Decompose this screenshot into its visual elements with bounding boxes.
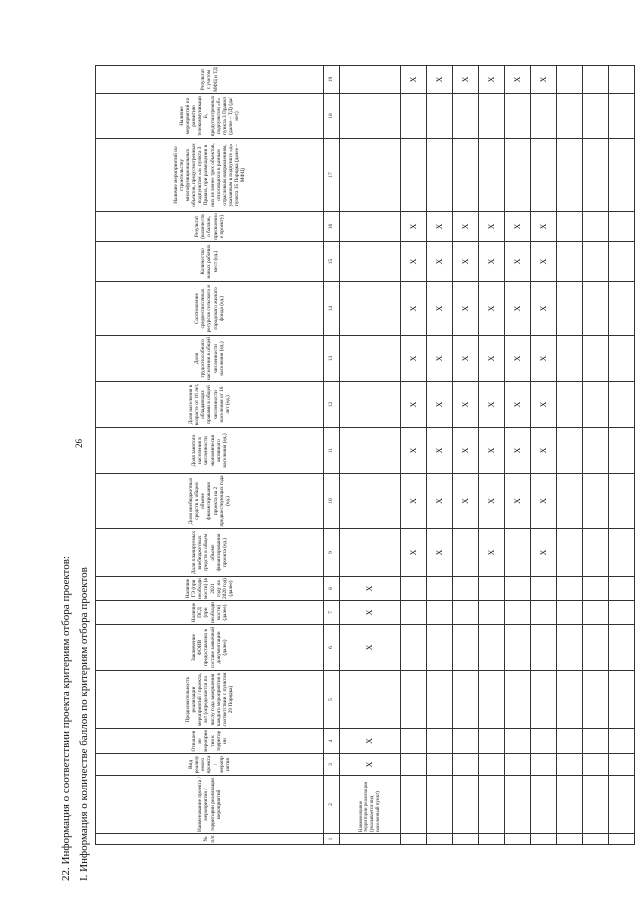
table-cell: Х xyxy=(453,282,479,336)
table-cell xyxy=(340,671,401,729)
table-cell: Х xyxy=(340,754,401,776)
column-header: № п/п xyxy=(96,834,324,845)
table-cell xyxy=(557,625,583,671)
table-cell xyxy=(557,282,583,336)
table-cell xyxy=(531,139,557,212)
table-cell xyxy=(401,834,427,845)
column-header: Отношение мероприятия к территории xyxy=(96,729,324,754)
table-cell: Х xyxy=(401,474,427,529)
table-cell: Х xyxy=(401,242,427,282)
table-cell xyxy=(609,754,635,776)
table-cell: Х xyxy=(479,212,505,242)
table-cell xyxy=(340,242,401,282)
table-cell xyxy=(609,212,635,242)
column-header: Заключение ФОИВ предоставлено в составе заявочной документации (далее) xyxy=(96,625,324,671)
table-cell xyxy=(505,601,531,625)
table-cell: Х xyxy=(453,336,479,382)
table-cell xyxy=(505,139,531,212)
table-cell xyxy=(479,834,505,845)
column-header: Вид реализуемого проекта / мероприятия xyxy=(96,754,324,776)
table-cell xyxy=(427,94,453,139)
column-header: Доля внебюджетных средств в общем объеме финансирования проекта на 2 предшествующих года (ед.) xyxy=(96,474,324,529)
column-number: 17 xyxy=(324,139,340,212)
table-cell xyxy=(453,577,479,601)
table-cell xyxy=(453,754,479,776)
table-cell xyxy=(609,94,635,139)
table-cell xyxy=(505,776,531,834)
table-cell: Х xyxy=(340,601,401,625)
table-cell xyxy=(401,776,427,834)
table-cell xyxy=(479,577,505,601)
table-row xyxy=(340,66,401,845)
table-cell xyxy=(340,282,401,336)
table-cell xyxy=(340,382,401,428)
table-cell xyxy=(583,139,609,212)
table-cell xyxy=(583,729,609,754)
table-cell: Х xyxy=(531,529,557,577)
table-cell xyxy=(479,94,505,139)
table-cell xyxy=(505,529,531,577)
column-header: Наличие мероприятий по развитию телекоммуникаций, предусмотренных подпунктом «б» пункта 3 Правил (далее – ТД) (да/нет) xyxy=(96,94,324,139)
table-cell xyxy=(453,625,479,671)
table-cell xyxy=(609,474,635,529)
table-cell xyxy=(401,729,427,754)
table-cell: Х xyxy=(427,336,453,382)
table-cell xyxy=(531,601,557,625)
table-cell xyxy=(340,94,401,139)
table-cell xyxy=(401,671,427,729)
column-number: 10 xyxy=(324,474,340,529)
table-cell: Х xyxy=(453,474,479,529)
column-header: Доля занятого населения в численности экономически активного населения (ед.) xyxy=(96,428,324,474)
table-cell xyxy=(401,625,427,671)
table-cell xyxy=(427,729,453,754)
table-cell xyxy=(401,754,427,776)
table-row xyxy=(479,66,505,845)
column-number: 2 xyxy=(324,776,340,834)
table-cell xyxy=(479,139,505,212)
table-cell xyxy=(340,139,401,212)
column-header: Результат с учетом МФЦ и ТД xyxy=(96,66,324,94)
table-cell xyxy=(340,474,401,529)
table-cell xyxy=(583,66,609,94)
table-cell xyxy=(557,94,583,139)
column-number: 8 xyxy=(324,577,340,601)
table-cell xyxy=(609,428,635,474)
table-cell: Х xyxy=(505,282,531,336)
table-cell: Х xyxy=(531,382,557,428)
subsection-title: I. Информация о количестве баллов по критериям отбора проектов xyxy=(78,567,90,881)
column-header: Результат (количество баллов, присвоенное проекту) xyxy=(96,212,324,242)
column-number: 5 xyxy=(324,671,340,729)
table-cell xyxy=(531,625,557,671)
column-number: 19 xyxy=(324,66,340,94)
table-cell xyxy=(557,671,583,729)
table-cell xyxy=(609,671,635,729)
table-cell xyxy=(609,776,635,834)
table-cell xyxy=(609,66,635,94)
table-cell xyxy=(427,577,453,601)
column-header: Доля населения в возрасте от 16 лет, обладающих правами в общей численности населения от 16 лет (ед.) xyxy=(96,382,324,428)
table-cell xyxy=(557,834,583,845)
table-cell xyxy=(401,139,427,212)
table-cell xyxy=(583,671,609,729)
table-cell xyxy=(479,671,505,729)
column-number: 14 xyxy=(324,282,340,336)
column-number: 6 xyxy=(324,625,340,671)
column-number: 11 xyxy=(324,428,340,474)
table-cell: Х xyxy=(340,625,401,671)
table-cell: Х xyxy=(453,382,479,428)
table-cell xyxy=(531,754,557,776)
table-cell xyxy=(427,776,453,834)
table-cell xyxy=(453,94,479,139)
table-cell xyxy=(609,529,635,577)
table-cell: Х xyxy=(427,474,453,529)
table-cell xyxy=(427,139,453,212)
table-cell xyxy=(505,625,531,671)
table-cell xyxy=(479,754,505,776)
column-header: Наличие ПСД (при необходимости) (далее) xyxy=(96,601,324,625)
column-number: 4 xyxy=(324,729,340,754)
table-cell xyxy=(557,529,583,577)
column-number: 15 xyxy=(324,242,340,282)
table-cell xyxy=(531,94,557,139)
territory-name-cell: Наименование территории реализации (указывается вид населенный пункт) xyxy=(340,776,401,834)
table-cell: Х xyxy=(401,336,427,382)
table-cell xyxy=(453,834,479,845)
table-cell xyxy=(583,601,609,625)
table-row xyxy=(531,66,557,845)
table-cell: Х xyxy=(479,66,505,94)
table-row xyxy=(453,66,479,845)
table-cell xyxy=(505,94,531,139)
table-cell xyxy=(609,139,635,212)
table-cell xyxy=(505,671,531,729)
table-cell xyxy=(583,428,609,474)
table-cell: Х xyxy=(505,66,531,94)
header-row xyxy=(96,66,324,845)
table-cell: Х xyxy=(401,66,427,94)
column-number-row xyxy=(324,66,340,845)
column-number: 7 xyxy=(324,601,340,625)
table-cell xyxy=(609,382,635,428)
section-title: 22. Информация о соответствии проекта критериям отбора проектов: xyxy=(60,556,72,881)
column-header: Доля трудоспособного населения в общей численности населения (ед.) xyxy=(96,336,324,382)
column-number: 18 xyxy=(324,94,340,139)
table-cell xyxy=(583,242,609,282)
table-cell: Х xyxy=(505,336,531,382)
table-cell xyxy=(479,729,505,754)
table-cell: Х xyxy=(427,212,453,242)
table-cell: Х xyxy=(427,282,453,336)
table-cell: Х xyxy=(453,428,479,474)
table-cell xyxy=(479,776,505,834)
table-row xyxy=(505,66,531,845)
column-number: 3 xyxy=(324,754,340,776)
table-cell xyxy=(453,776,479,834)
table-cell xyxy=(557,577,583,601)
table-cell: Х xyxy=(479,242,505,282)
table-cell xyxy=(340,212,401,242)
table-cell: Х xyxy=(479,474,505,529)
table-cell xyxy=(531,671,557,729)
table-cell xyxy=(401,601,427,625)
table-cell: Х xyxy=(531,212,557,242)
table-cell xyxy=(427,671,453,729)
table-cell xyxy=(583,336,609,382)
table-row xyxy=(557,66,583,845)
table-cell xyxy=(583,834,609,845)
table-cell xyxy=(453,671,479,729)
column-number: 13 xyxy=(324,336,340,382)
column-number: 12 xyxy=(324,382,340,428)
column-header: Соотношение среднесписочных ресурсов сельского и городского жилого фонда (ед.) xyxy=(96,282,324,336)
table-cell xyxy=(609,282,635,336)
table-cell xyxy=(557,601,583,625)
table-cell: Х xyxy=(479,428,505,474)
table-cell xyxy=(427,834,453,845)
table-cell xyxy=(505,754,531,776)
table-cell: Х xyxy=(479,382,505,428)
table-cell xyxy=(609,601,635,625)
table-cell xyxy=(505,729,531,754)
table-cell xyxy=(340,336,401,382)
table-cell xyxy=(427,754,453,776)
table-row xyxy=(609,66,635,845)
table-cell: Х xyxy=(505,242,531,282)
table-cell: Х xyxy=(340,729,401,754)
table-cell xyxy=(583,577,609,601)
table-cell: Х xyxy=(531,66,557,94)
table-cell xyxy=(557,66,583,94)
table-cell xyxy=(557,428,583,474)
table-cell xyxy=(340,66,401,94)
table-cell: Х xyxy=(453,242,479,282)
column-header: Наличие мероприятий по строительству многофункциональных объектов, предусмотренных подпунктом «а» пункта 3 Правил, при размещении в них не менее трех объектов, относящихся к разным отраслевым направлениям, указанным в подпункте «д» пункта 35 Порядка (далее – МФЦ) xyxy=(96,139,324,212)
column-number: 16 xyxy=(324,212,340,242)
column-number: 1 xyxy=(324,834,340,845)
table-cell xyxy=(401,94,427,139)
table-cell: Х xyxy=(479,529,505,577)
table-cell xyxy=(609,729,635,754)
table-cell xyxy=(340,428,401,474)
table-cell xyxy=(557,382,583,428)
table-cell: Х xyxy=(453,212,479,242)
table-cell xyxy=(557,139,583,212)
criteria-table xyxy=(95,65,635,845)
table-cell xyxy=(427,601,453,625)
table-cell: Х xyxy=(505,212,531,242)
table-cell xyxy=(401,577,427,601)
table-cell: Х xyxy=(505,428,531,474)
table-cell xyxy=(505,577,531,601)
table-cell: Х xyxy=(401,529,427,577)
table-row xyxy=(401,66,427,845)
table-cell xyxy=(453,139,479,212)
table-cell: Х xyxy=(505,382,531,428)
table-cell: Х xyxy=(427,382,453,428)
table-cell: Х xyxy=(531,242,557,282)
table-cell xyxy=(583,282,609,336)
table-cell xyxy=(557,242,583,282)
column-header: Наличие ГЭ (при необходимости) (в 2021 году на 2020 год) (далее) xyxy=(96,577,324,601)
table-cell xyxy=(609,625,635,671)
table-cell xyxy=(583,529,609,577)
column-number: 9 xyxy=(324,529,340,577)
table-cell xyxy=(531,577,557,601)
column-header: Наименование проекта / мероприятия / территории реализации мероприятий xyxy=(96,776,324,834)
column-header: Продолжительность реализации мероприятий / проекта, лет (определяется по числу года завершения каждого мероприятия в соответствии с пунктом 29 Порядка) xyxy=(96,671,324,729)
table-cell: Х xyxy=(531,474,557,529)
table-cell xyxy=(531,729,557,754)
table-cell: Х xyxy=(531,336,557,382)
table-cell xyxy=(609,336,635,382)
table-cell xyxy=(583,382,609,428)
table-cell: Х xyxy=(453,66,479,94)
table-cell: Х xyxy=(505,474,531,529)
table-cell xyxy=(557,729,583,754)
table-cell xyxy=(609,834,635,845)
table-cell xyxy=(557,212,583,242)
table-cell xyxy=(505,834,531,845)
table-cell: Х xyxy=(401,212,427,242)
table-cell xyxy=(583,625,609,671)
table-cell: Х xyxy=(479,336,505,382)
table-cell xyxy=(557,336,583,382)
table-cell xyxy=(453,529,479,577)
table-cell xyxy=(583,212,609,242)
table-cell xyxy=(479,625,505,671)
table-cell xyxy=(453,729,479,754)
table-cell: Х xyxy=(401,382,427,428)
table-cell xyxy=(479,601,505,625)
table-cell: Х xyxy=(401,282,427,336)
column-header: Доля планируемых внебюджетных средств в общем объеме финансирования проекта (ед.) xyxy=(96,529,324,577)
table-row xyxy=(427,66,453,845)
table-cell: Х xyxy=(531,428,557,474)
table-cell xyxy=(340,529,401,577)
table-cell: Х xyxy=(340,577,401,601)
table-cell xyxy=(557,776,583,834)
table-cell xyxy=(609,242,635,282)
table-cell xyxy=(557,474,583,529)
table-cell xyxy=(531,834,557,845)
table-cell: Х xyxy=(401,428,427,474)
table-cell xyxy=(609,577,635,601)
page-number: 26 xyxy=(74,439,84,448)
table-cell: Х xyxy=(427,242,453,282)
table-cell xyxy=(583,474,609,529)
table-cell: Х xyxy=(479,282,505,336)
table-row xyxy=(583,66,609,845)
table-cell xyxy=(583,94,609,139)
table-cell: Х xyxy=(427,428,453,474)
column-header: Количество новых рабочих мест (ед.) xyxy=(96,242,324,282)
table-cell: Х xyxy=(531,282,557,336)
table-cell xyxy=(557,754,583,776)
table-cell xyxy=(583,754,609,776)
table-cell: Х xyxy=(427,529,453,577)
table-cell xyxy=(583,776,609,834)
table-cell: Х xyxy=(427,66,453,94)
table-cell xyxy=(453,601,479,625)
table-cell xyxy=(531,776,557,834)
table-cell xyxy=(427,625,453,671)
table-cell xyxy=(340,834,401,845)
